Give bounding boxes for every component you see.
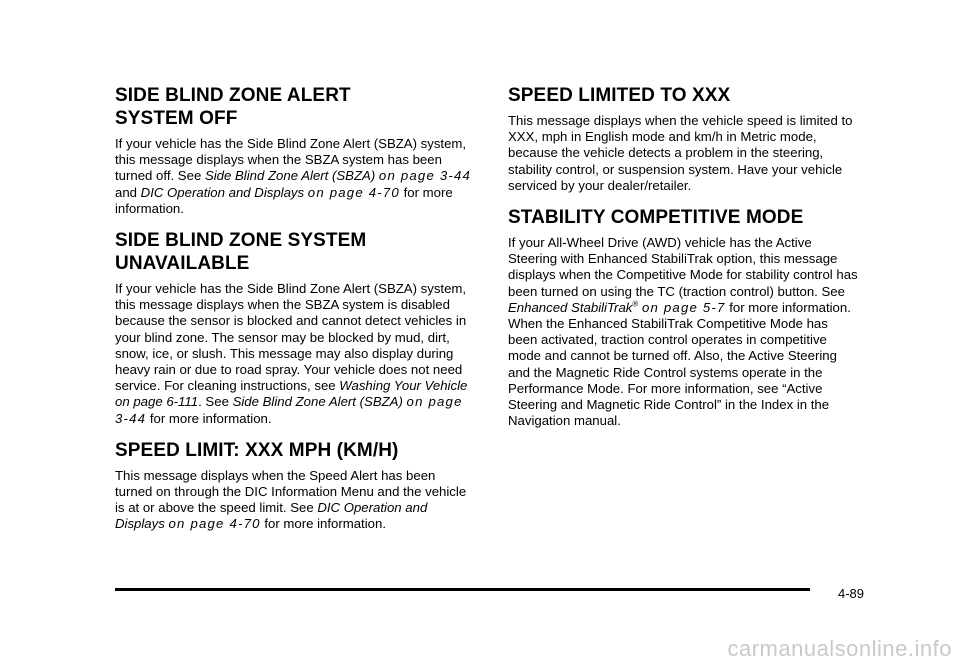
cross-reference-link[interactable]: Side Blind Zone Alert (SBZA) bbox=[204, 168, 376, 184]
watermark: carmanualsonline.info bbox=[727, 636, 952, 661]
cross-reference-link[interactable]: Washing Your Vehicle on page 6-111 bbox=[115, 378, 468, 410]
page-reference[interactable]: on page 4-70 bbox=[168, 516, 261, 532]
cross-reference-link[interactable]: Side Blind Zone Alert (SBZA) bbox=[232, 394, 403, 410]
cross-reference-link[interactable]: DIC Operation and Displays bbox=[140, 184, 305, 200]
section-body: If your vehicle has the Side Blind Zone Alert (SBZA) system, this message displays when the SBZA system is disabled because the sensor is blocked and cannot detect vehicles in your blind zone. The sensor may be blocked by mud, dirt, snow, ice, or slush. This message may also display during heavy rain or due to road spray. Your vehicle does not need service. For cleaning instructions, see Washing Your Vehicle on page 6-111. See Side Blind Zone Alert (SBZA) on page 3-44 for more information. bbox=[115, 281, 468, 426]
section-heading: SPEED LIMITED TO XXX bbox=[508, 85, 731, 106]
cross-reference-link[interactable]: DIC Operation and Displays bbox=[115, 500, 428, 532]
section-sbza-system-off bbox=[115, 84, 475, 217]
section-heading: STABILITY COMPETITIVE MODE bbox=[508, 207, 804, 229]
registered-mark: ® bbox=[632, 299, 639, 309]
section-heading: SIDE BLIND ZONE SYSTEM UNAVAILABLE bbox=[115, 230, 367, 275]
page-reference[interactable]: on page 3-44 bbox=[115, 394, 463, 426]
section-stability-competitive bbox=[508, 206, 858, 429]
section-heading: SPEED LIMIT: XXX MPH (KM/H) bbox=[115, 439, 399, 461]
page-reference[interactable]: on page 4-70 bbox=[307, 184, 400, 200]
section-heading: SIDE BLIND ZONE ALERT SYSTEM OFF bbox=[115, 85, 351, 129]
section-sbza-unavailable bbox=[115, 229, 475, 427]
footer-rule bbox=[115, 588, 810, 591]
cross-reference-link[interactable]: Enhanced StabiliTrak bbox=[508, 299, 633, 315]
section-body: This message displays when the vehicle speed is limited to XXX, mph in English mode and km/h in Metric mode, because the vehicle detects a problem in the steering, stability control, or suspension system. Have your vehicle serviced by your dealer/retailer. bbox=[508, 113, 853, 193]
section-body: If your vehicle has the Side Blind Zone Alert (SBZA) system, this message displays when the SBZA system has been turned off. See Side Blind Zone Alert (SBZA) on page 3-44 and DIC Operation and Displays on page 4-70 for more information. bbox=[115, 136, 472, 216]
left-column bbox=[115, 84, 475, 545]
page-number: 4-89 bbox=[838, 586, 865, 601]
section-body: This message displays when the Speed Alert has been turned on through the DIC Information Menu and the vehicle is at or above the speed limit. See DIC Operation and Displays on page 4-70 for more information. bbox=[115, 467, 467, 532]
page-reference[interactable]: on page 5-7 bbox=[641, 299, 726, 315]
right-column bbox=[508, 84, 858, 441]
section-body: If your All-Wheel Drive (AWD) vehicle has the Active Steering with Enhanced StabiliTrak option, this message displays when the Competitive Mode for stability control has been turned on using the TC (traction control) button. See Enhanced StabiliTrak® on page 5-7 for more information. When the Enhanced StabiliTrak Competitive Mode has been activated, traction control operates in competitive mode and cannot be turned off. Also, the Active Steering and the Magnetic Ride Control systems operate in the Performance Mode. For more information, see “Active Steering and Magnetic Ride Control” in the Index in the Navigation manual. bbox=[508, 235, 858, 429]
section-speed-limited bbox=[508, 84, 858, 194]
page-reference[interactable]: on page 3-44 bbox=[378, 168, 472, 184]
section-speed-limit bbox=[115, 439, 475, 533]
